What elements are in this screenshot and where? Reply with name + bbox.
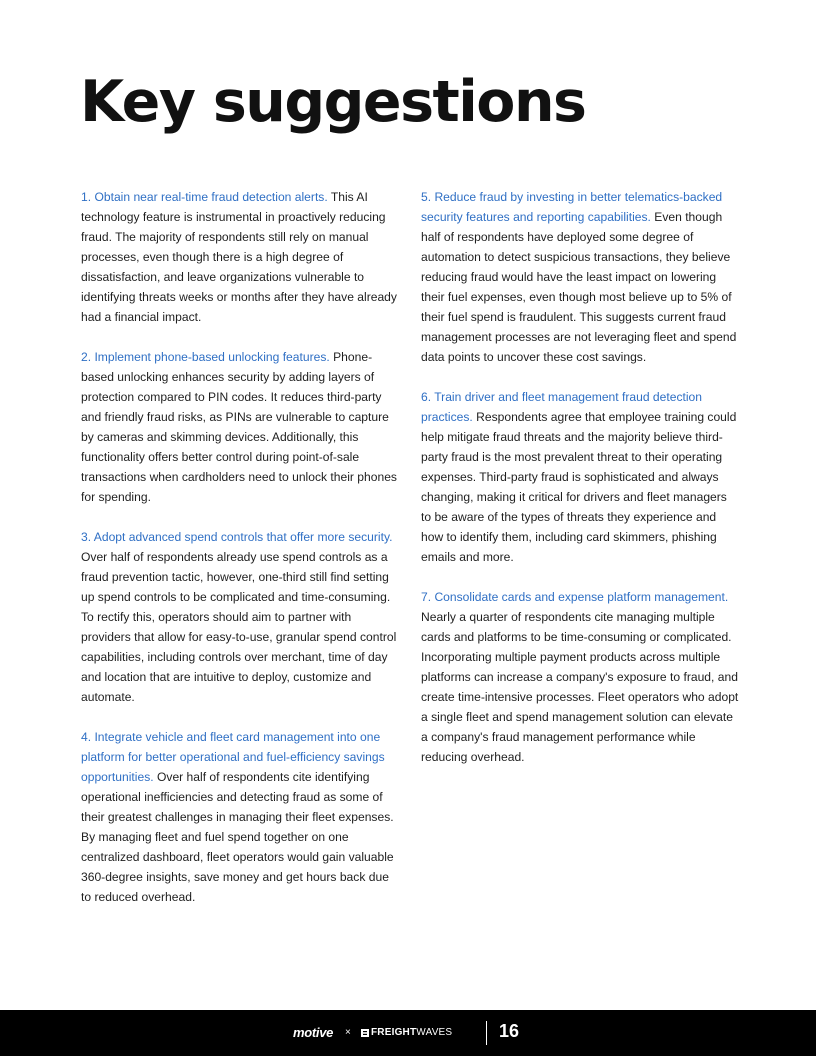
suggestion-body: Phone-based unlocking enhances security by adding layers of protection compared to PIN codes. It reduces third-party and friendly fraud risks, as PINs are vulnerable to capture by cameras and skimming devices. Additionally, this functionality offers better control during point-of-sale transactions when cardholders need to unlock their phones for spending. bbox=[81, 350, 397, 504]
suggestion-body: Even though half of respondents have deployed some degree of automation to detect suspicious transactions, they believe reducing fraud would have the least impact on lowering their fuel expenses, even though most believe up to 5% of their fuel spend is fraudulent. This suggests current fraud management processes are not leveraging fleet and spend data points to uncover these cost savings. bbox=[421, 210, 737, 364]
freightwaves-icon bbox=[361, 1029, 369, 1037]
suggestion-3 bbox=[81, 527, 399, 707]
suggestion-heading: 6. Train driver and fleet management fraud detection practices. bbox=[421, 390, 703, 424]
suggestion-body: This AI technology feature is instrumental in proactively reducing fraud. The majority of respondents still rely on manual processes, even though there is a high degree of dissatisfaction, and leave organizations vulnerable to identifying threats weeks or months after they have already had a financial impact. bbox=[81, 190, 397, 324]
footer-divider bbox=[486, 1021, 487, 1045]
suggestion-heading: 2. Implement phone-based unlocking features. bbox=[81, 350, 330, 364]
suggestion-body: Over half of respondents already use spend controls as a fraud prevention tactic, however, one-third still find setting up spend controls to be complicated and time-consuming. To rectify this, operators should aim to partner with providers that allow for easy-to-use, granular spend control capabilities, including controls over merchant, time of day and location that are intuitive to deploy, customize and automate. bbox=[81, 550, 397, 704]
left-column bbox=[81, 187, 399, 927]
page-footer bbox=[0, 1010, 816, 1056]
suggestion-heading: 4. Integrate vehicle and fleet card management into one platform for better operational and fuel-efficiency savings opportunities. bbox=[81, 730, 385, 784]
right-column bbox=[421, 187, 739, 787]
suggestion-body: Nearly a quarter of respondents cite managing multiple cards and platforms to be time-consuming or complicated. Incorporating multiple payment products across multiple platforms can increase a company's exposure to fraud, and create time-intensive processes. Fleet operators who adopt a single fleet and spend management solution can elevate a company's fraud management performance while reducing overhead. bbox=[421, 610, 739, 764]
suggestion-2 bbox=[81, 347, 399, 507]
suggestion-heading: 1. Obtain near real-time fraud detection alerts. bbox=[81, 190, 328, 204]
suggestion-body: Over half of respondents cite identifying operational inefficiencies and detecting fraud as some of their greatest challenges in managing their fleet expenses. By managing fleet and fuel spend together on one centralized dashboard, fleet operators would gain valuable 360-degree insights, save money and get hours back due to reduced overhead. bbox=[81, 770, 394, 904]
suggestion-heading: 7. Consolidate cards and expense platform management. bbox=[421, 590, 729, 604]
suggestion-body: Respondents agree that employee training could help mitigate fraud threats and the majority believe third-party fraud is the most prevalent threat to their operating expenses. Third-party fraud is sophisticated and always changing, making it critical for drivers and fleet managers to be aware of the types of threats they experience and how to identify them, including card skimmers, phishing emails and more. bbox=[421, 410, 737, 564]
page-title: Key suggestions bbox=[80, 69, 586, 135]
motive-logo: motive bbox=[293, 1025, 334, 1040]
freightwaves-logo-bold: FREIGHT bbox=[371, 1027, 417, 1038]
brand-separator: × bbox=[345, 1027, 351, 1038]
suggestion-5 bbox=[421, 187, 739, 367]
suggestion-1 bbox=[81, 187, 399, 327]
suggestion-6 bbox=[421, 387, 739, 567]
freightwaves-logo-light: WAVES bbox=[416, 1027, 453, 1038]
suggestion-4 bbox=[81, 727, 399, 907]
page-number: 16 bbox=[499, 1021, 520, 1041]
suggestion-heading: 3. Adopt advanced spend controls that offer more security. bbox=[81, 530, 393, 544]
suggestion-7 bbox=[421, 587, 739, 767]
freightwaves-logo bbox=[371, 1027, 452, 1038]
suggestion-heading: 5. Reduce fraud by investing in better telematics-backed security features and reporting capabilities. bbox=[421, 190, 723, 224]
